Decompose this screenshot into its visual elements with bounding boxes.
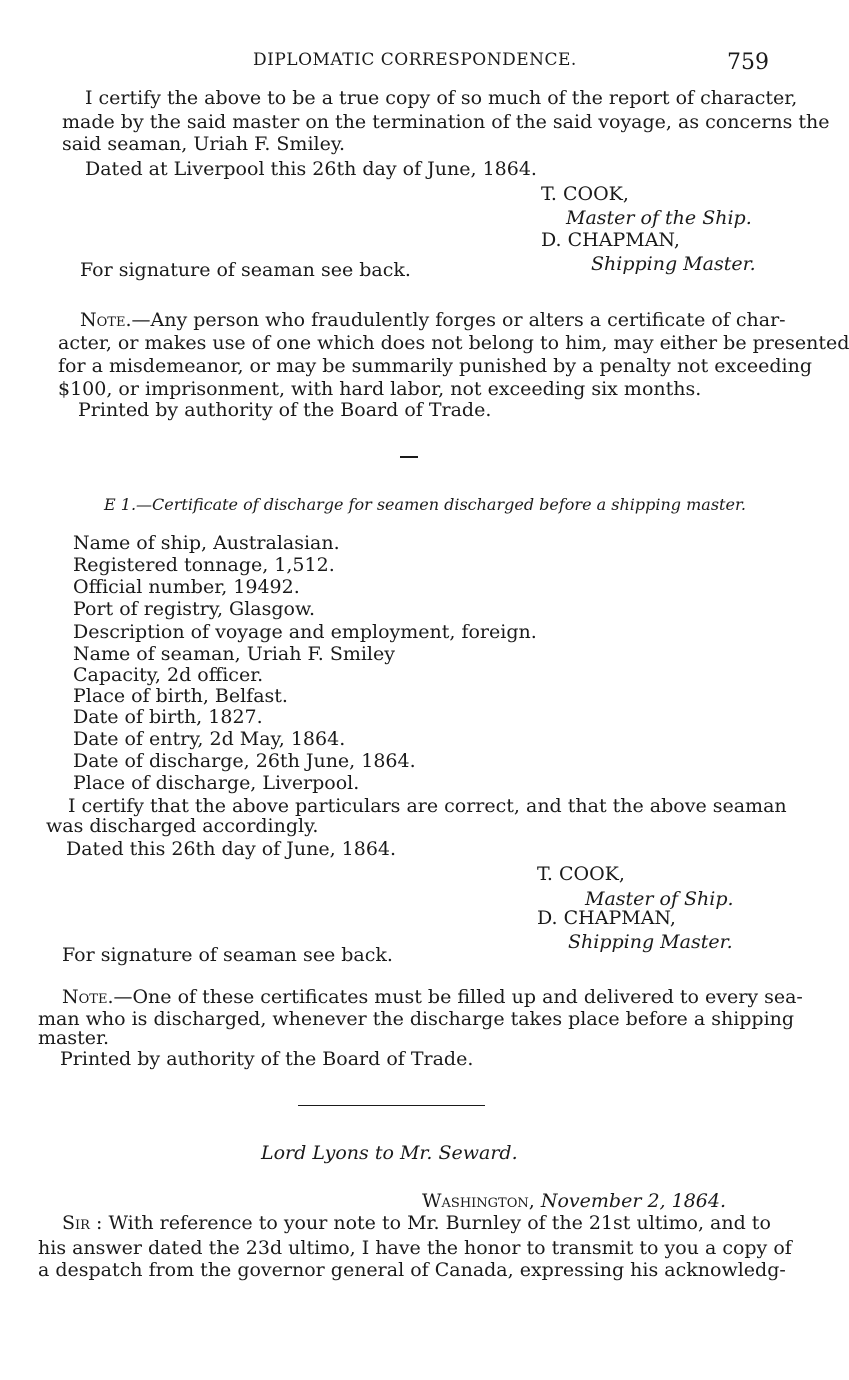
certificate-heading: E 1.—Certificate of discharge for seamen discharged before a shipping master. <box>104 495 746 514</box>
letter-line: his answer dated the 23d ultimo, I have the honor to transmit to you a copy of <box>38 1237 792 1259</box>
letter-title: Lord Lyons to Mr. Seward. <box>261 1142 518 1164</box>
signature-name: T. COOK, <box>541 183 629 205</box>
note-line <box>62 986 803 1008</box>
field-line: Place of birth, Belfast. <box>73 685 288 707</box>
note-line: acter, or makes use of one which does not belong to him, may either be presented <box>58 332 849 354</box>
running-title: DIPLOMATIC CORRESPONDENCE. <box>253 50 577 70</box>
section-rule <box>298 1105 485 1106</box>
field-line: Registered tonnage, 1,512. <box>73 554 335 576</box>
letter-text: With reference to your note to Mr. Burnley of the 21st ultimo, and to <box>108 1212 771 1234</box>
cert-line: was discharged accordingly. <box>46 815 319 837</box>
field-line: Date of discharge, 26th June, 1864. <box>73 750 416 772</box>
note-label: Note. <box>62 986 114 1008</box>
note-line: for a misdemeanor, or may be summarily punished by a penalty not exceeding <box>58 355 813 377</box>
field-line: Date of entry, 2d May, 1864. <box>73 728 346 750</box>
printed-line: Printed by authority of the Board of Trade. <box>78 399 492 421</box>
field-line: Name of seaman, Uriah F. Smiley <box>73 643 395 665</box>
cert-line: said seaman, Uriah F. Smiley. <box>62 133 346 155</box>
letter-line <box>62 1212 771 1234</box>
note-label: Note. <box>80 309 132 331</box>
printed-line: Printed by authority of the Board of Trade. <box>60 1048 474 1070</box>
letter-dateline <box>422 1190 726 1212</box>
cert-line: made by the said master on the termination of the said voyage, as concerns the <box>62 111 830 133</box>
cert-line: I certify the above to be a true copy of so much of the report of character, <box>85 87 798 109</box>
seaman-signature-note: For signature of seaman see back. <box>62 944 393 966</box>
field-line: Place of discharge, Liverpool. <box>73 772 360 794</box>
field-line: Capacity, 2d officer. <box>73 664 264 686</box>
field-line: Date of birth, 1827. <box>73 706 263 728</box>
note-line: $100, or imprisonment, with hard labor, not exceeding six months. <box>58 378 702 400</box>
field-line: Description of voyage and employment, foreign. <box>73 621 537 643</box>
page-number: 759 <box>727 50 769 75</box>
note-line: master. <box>38 1027 110 1049</box>
letter-place: Washington, <box>422 1190 535 1212</box>
note-text: —Any person who fraudulently forges or alters a certificate of char- <box>131 309 786 331</box>
salutation: Sir : <box>62 1212 103 1234</box>
signature-title: Master of Ship. <box>585 888 734 910</box>
cert-line: I certify that the above particulars are correct, and that the above seaman <box>68 795 787 817</box>
note-text: —One of these certificates must be filled up and delivered to every sea- <box>113 986 803 1008</box>
signature-name: T. COOK, <box>537 863 625 885</box>
letter-date: November 2, 1864. <box>540 1190 727 1212</box>
signature-title: Master of the Ship. <box>566 207 752 229</box>
section-dash <box>400 456 418 458</box>
field-line: Port of registry, Glasgow. <box>73 598 316 620</box>
dated-line: Dated at Liverpool this 26th day of June, 1864. <box>85 158 537 180</box>
note-line <box>80 309 786 331</box>
dated-line: Dated this 26th day of June, 1864. <box>66 838 397 860</box>
letter-line: a despatch from the governor general of Canada, expressing his acknowledg- <box>38 1259 786 1281</box>
field-line: Official number, 19492. <box>73 576 300 598</box>
note-line: man who is discharged, whenever the discharge takes place before a shipping <box>38 1008 795 1030</box>
signature-title: Shipping Master. <box>591 253 756 275</box>
seaman-signature-note: For signature of seaman see back. <box>80 259 411 281</box>
signature-name: D. CHAPMAN, <box>541 229 680 251</box>
field-line: Name of ship, Australasian. <box>73 532 340 554</box>
signature-title: Shipping Master. <box>568 931 733 953</box>
signature-name: D. CHAPMAN, <box>537 907 676 929</box>
